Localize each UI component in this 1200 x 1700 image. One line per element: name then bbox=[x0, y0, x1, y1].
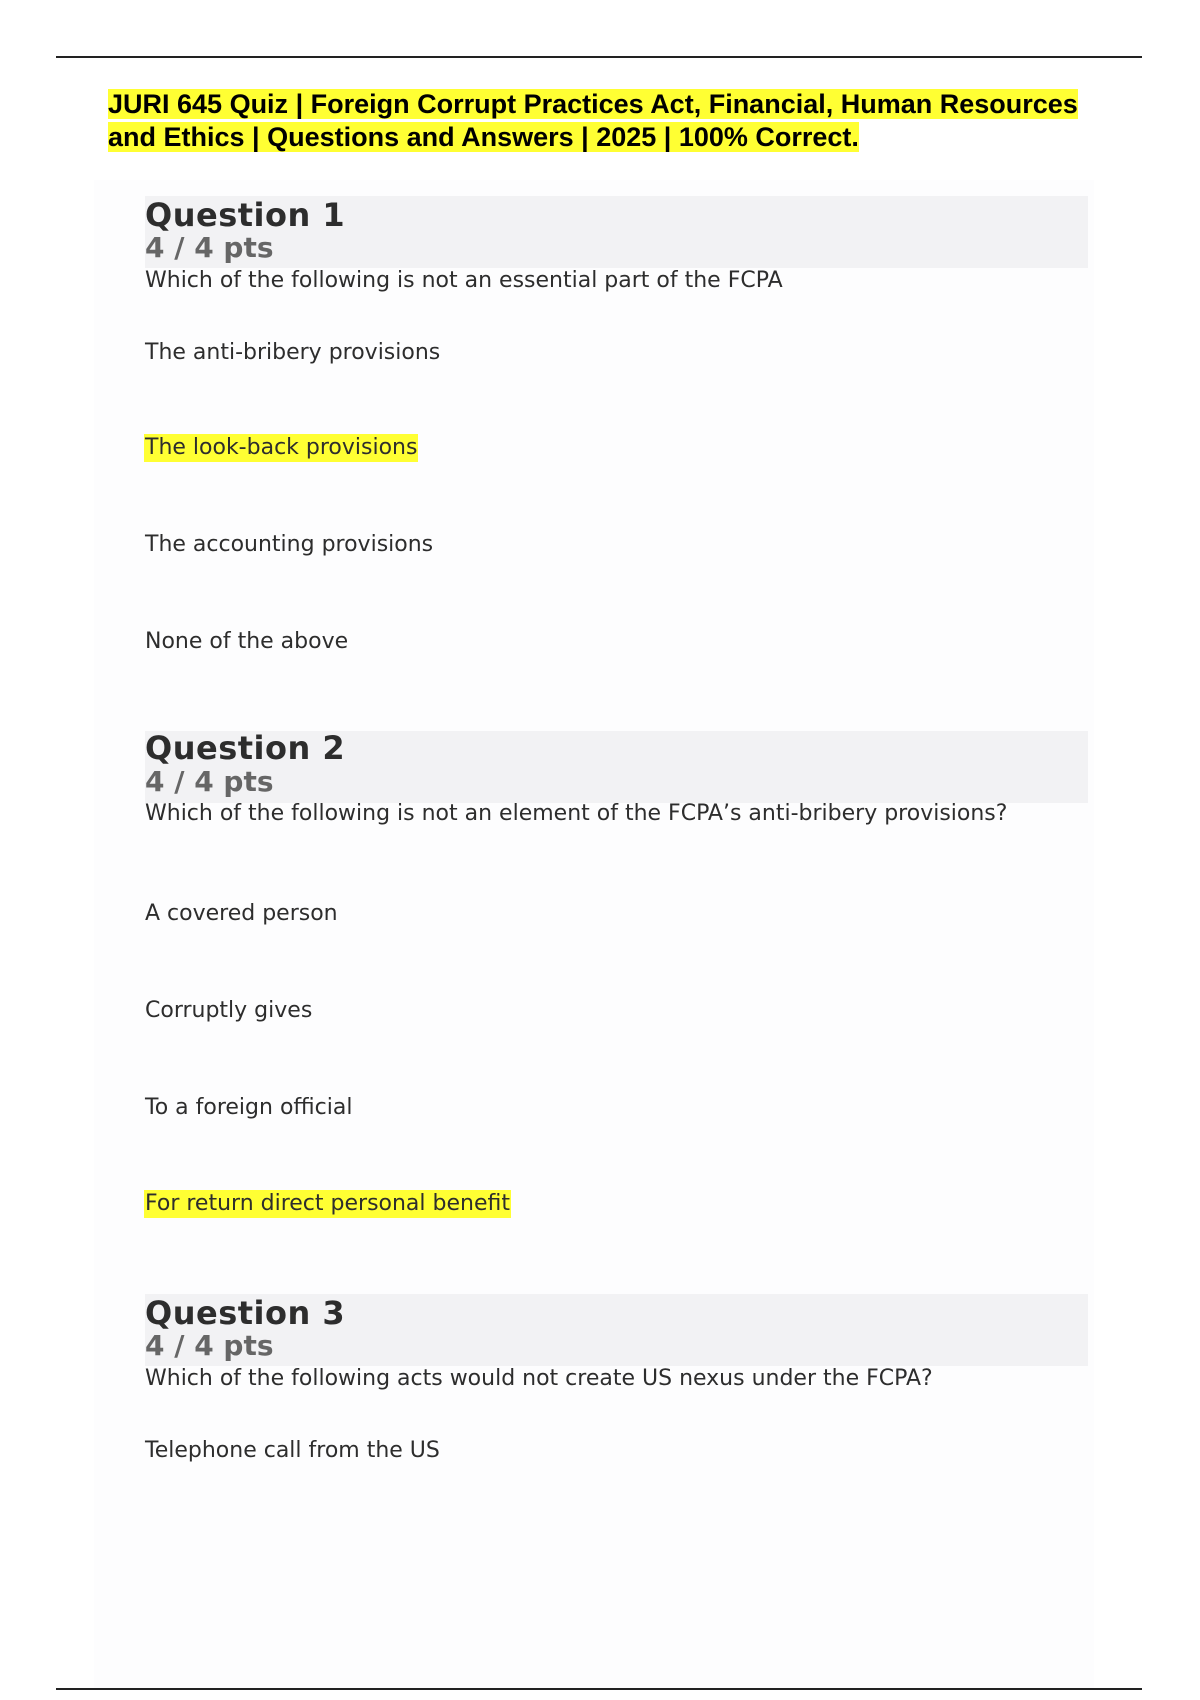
question-1-answer-4[interactable]: None of the above bbox=[145, 629, 349, 654]
question-2-answer-2[interactable]: Corruptly gives bbox=[145, 998, 313, 1023]
document-title bbox=[108, 88, 1128, 154]
top-rule bbox=[56, 56, 1142, 58]
question-2-answer-4-correct[interactable]: For return direct personal benefit bbox=[145, 1191, 510, 1216]
question-2-points: 4 / 4 pts bbox=[145, 765, 274, 798]
question-1-answer-3[interactable]: The accounting provisions bbox=[145, 532, 434, 557]
question-3-title: Question 3 bbox=[145, 1294, 346, 1332]
question-3-text: Which of the following acts would not create US nexus under the FCPA? bbox=[145, 1366, 933, 1391]
question-1-points: 4 / 4 pts bbox=[145, 231, 274, 264]
question-1-answer-2-correct[interactable]: The look-back provisions bbox=[145, 435, 418, 460]
question-2-title: Question 2 bbox=[145, 729, 346, 767]
question-1-title: Question 1 bbox=[145, 196, 346, 234]
question-2-text: Which of the following is not an element of the FCPA’s anti-bribery provisions? bbox=[145, 801, 1008, 826]
question-2-answer-3[interactable]: To a foreign official bbox=[145, 1095, 353, 1120]
question-2-answer-1[interactable]: A covered person bbox=[145, 901, 338, 926]
question-1-answer-1[interactable]: The anti-bribery provisions bbox=[145, 340, 441, 365]
bottom-rule bbox=[56, 1688, 1142, 1690]
question-3-points: 4 / 4 pts bbox=[145, 1329, 274, 1362]
document-title-text: JURI 645 Quiz | Foreign Corrupt Practices Act, Financial, Human Resources and Ethics | Questions and Answers | 2025 | 100% Correct. bbox=[108, 89, 1078, 152]
question-1-text: Which of the following is not an essential part of the FCPA bbox=[145, 268, 783, 293]
question-3-answer-1[interactable]: Telephone call from the US bbox=[145, 1438, 440, 1463]
